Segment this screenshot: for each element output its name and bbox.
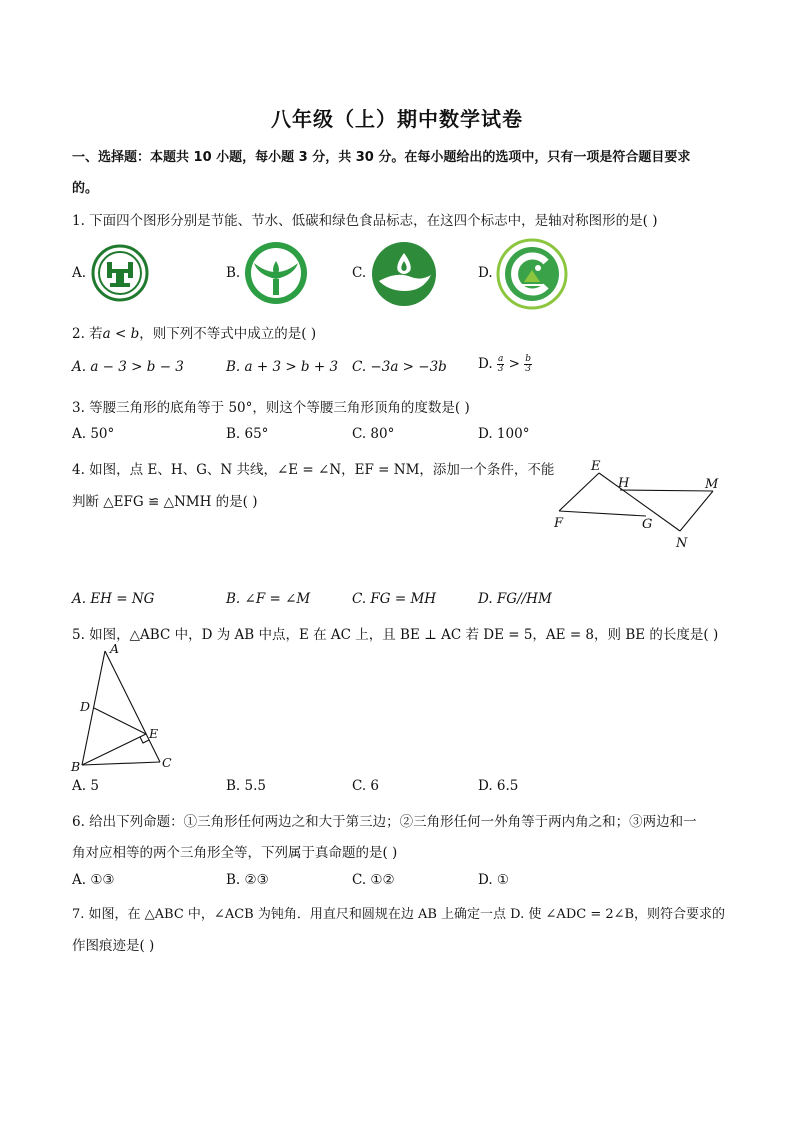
q2-left-denominator: 3 xyxy=(497,364,504,374)
q5-option-d: D. 6.5 xyxy=(478,778,519,794)
q4-label-m: M xyxy=(705,477,719,492)
section-heading-line1: 一、选择题：本题共 10 小题，每小题 3 分，共 30 分。在每小题给出的选项中，只有一项是符合题目要求 xyxy=(72,150,691,165)
q1-stem: 1. 下面四个图形分别是节能、节水、低碳和绿色食品标志，在这四个标志中，是轴对称图形的是( ) xyxy=(72,213,658,229)
q4-label-e: E xyxy=(591,459,601,474)
q5-label-d: D xyxy=(80,699,91,714)
q5-label-c: C xyxy=(162,755,172,770)
q3-option-d: D. 100° xyxy=(478,426,530,442)
q5-label-a: A xyxy=(110,641,120,656)
q1-option-a-label: A. xyxy=(72,265,87,281)
q4-label-g: G xyxy=(642,517,653,532)
q4-option-c: C. FG = MH xyxy=(352,591,437,607)
q2-stem-prefix: 2. 若 xyxy=(72,326,103,342)
q4-label-n: N xyxy=(676,536,688,551)
q5-label-b: B xyxy=(71,759,81,774)
q2-option-d-label: D. xyxy=(478,356,493,372)
q3-option-b: B. 65° xyxy=(226,426,269,442)
q5-option-b: B. 5.5 xyxy=(226,778,266,794)
q3-option-a: A. 50° xyxy=(72,426,115,442)
q5-label-e: E xyxy=(149,726,159,741)
q4-option-d: D. FG//HM xyxy=(478,591,552,607)
low-carbon-logo xyxy=(371,241,437,307)
q4-seg-hm xyxy=(620,490,713,491)
q5-figure xyxy=(70,640,180,775)
section-heading-line2: 的。 xyxy=(72,181,99,196)
q4-option-b: B. ∠F = ∠M xyxy=(226,591,311,607)
q1-option-c-label: C. xyxy=(352,265,367,281)
q7-stem-line1: 7. 如图，在 △ABC 中，∠ACB 为钝角．用直尺和圆规在边 AB 上确定一点 D. 使 ∠ADC = 2∠B，则符合要求的 xyxy=(72,907,726,922)
page-title: 八年级（上）期中数学试卷 xyxy=(271,107,523,131)
q4-label-f: F xyxy=(554,516,564,531)
q5-option-a: A. 5 xyxy=(72,778,99,794)
q4-stem-line1: 4. 如图，点 E、H、G、N 共线，∠E = ∠N，EF = NM，添加一个条件，不能 xyxy=(72,462,555,478)
q5-seg-be xyxy=(82,734,146,765)
q1-option-d-label: D. xyxy=(478,265,493,281)
q5-seg-ac xyxy=(105,651,160,762)
energy-saving-logo xyxy=(90,243,150,303)
q6-option-b: B. ②③ xyxy=(226,872,269,888)
q1-option-b-label: B. xyxy=(226,265,241,281)
q4-seg-mn xyxy=(680,491,713,531)
q7-stem-line2: 作图痕迹是( ) xyxy=(72,938,155,954)
q2-option-d-right-fraction xyxy=(524,355,532,374)
q5-stem: 5. 如图，△ABC 中，D 为 AB 中点，E 在 AC 上，且 BE ⊥ AC 若 DE = 5，AE = 8，则 BE 的长度是( ) xyxy=(72,627,719,643)
q6-stem-line2: 角对应相等的两个三角形全等，下列属于真命题的是( ) xyxy=(72,845,398,861)
q2-option-c: C. −3a > −3b xyxy=(352,359,447,375)
q4-seg-en xyxy=(599,473,680,531)
q2-option-d xyxy=(478,355,532,374)
water-saving-logo xyxy=(244,241,308,305)
q5-option-c: C. 6 xyxy=(352,778,380,794)
q3-option-c: C. 80° xyxy=(352,426,395,442)
q2-option-d-left-fraction xyxy=(497,355,504,374)
q5-seg-bc xyxy=(82,762,160,765)
q2-option-a: A. a − 3 > b − 3 xyxy=(72,359,184,375)
green-food-logo xyxy=(496,238,568,310)
q6-stem-line1: 6. 给出下列命题：①三角形任何两边之和大于第三边；②三角形任何一外角等于两内角之和；③两边和一 xyxy=(72,814,697,830)
q2-stem-math: a < b xyxy=(102,326,140,342)
q4-seg-fg xyxy=(559,511,646,516)
q2-option-d-gt: > xyxy=(508,356,520,372)
q2-stem-suffix: ，则下列不等式中成立的是( ) xyxy=(139,326,317,342)
q3-stem: 3. 等腰三角形的底角等于 50°，则这个等腰三角形顶角的度数是( ) xyxy=(72,400,470,416)
q6-option-a: A. ①③ xyxy=(72,872,115,888)
q2-right-numerator: b xyxy=(525,354,531,364)
q4-option-a: A. EH = NG xyxy=(72,591,155,607)
q6-option-c: C. ①② xyxy=(352,872,395,888)
q6-option-d: D. ① xyxy=(478,872,510,888)
q2-stem xyxy=(72,322,316,342)
q4-stem-line2: 判断 △EFG ≌ △NMH 的是( ) xyxy=(72,494,258,510)
q4-figure xyxy=(550,456,730,552)
q2-right-denominator: 3 xyxy=(525,364,531,374)
q2-option-b: B. a + 3 > b + 3 xyxy=(226,359,339,375)
q4-seg-ef xyxy=(559,473,599,511)
q2-left-numerator: a xyxy=(497,354,504,364)
q4-label-h: H xyxy=(618,476,630,491)
q5-seg-de xyxy=(94,708,146,734)
